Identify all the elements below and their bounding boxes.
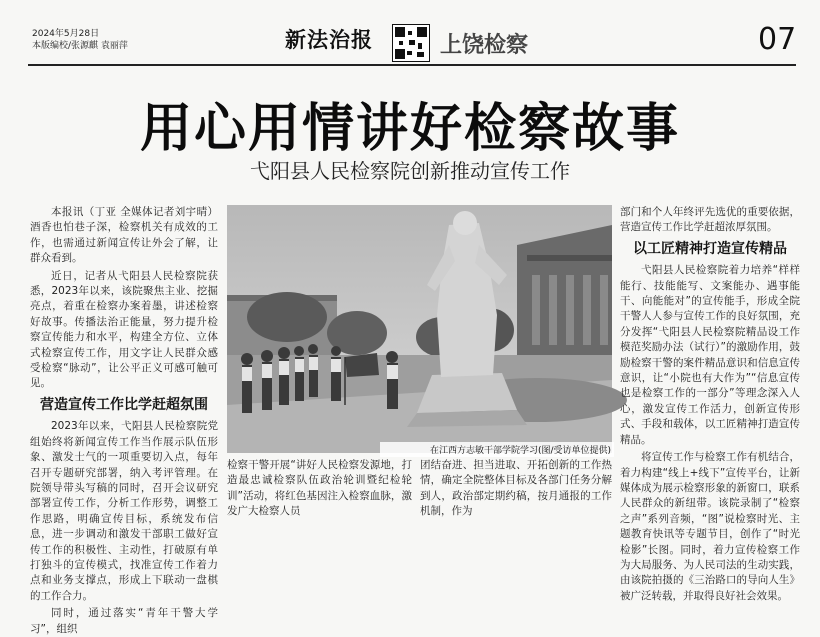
newspaper-name: 新法治报 xyxy=(285,27,373,52)
body-paragraph: 检察干警开展“讲好人民检察发源地，打造最忠诚检察队伍政治轮训暨纪检轮训”活动，将红色基因注入检察血脉，激发广大检察人员 xyxy=(227,459,412,518)
intro-paragraph-2: 近日，记者从弋阳县人民检察院获悉，2023年以来，该院聚焦主业、挖掘亮点，着重在检察办案着墨，讲述检察好故事。传播法治正能量，努力提升检察宣传能力和水平，构建全方位、立体式检察宣传工作，用文字让人民群众感受检察“脉动”，让公平正义可感可触可见。 xyxy=(30,269,218,390)
column-right xyxy=(620,205,800,602)
body-paragraph: 弋阳县人民检察院着力培养“样样能行、技能能写、文案能办、遇事能干、向能能对”的宣传能手，形成全院干警人人参与宣传工作的良好氛围，充分发挥“弋阳县人民检察院精品设工作模范奖励办法（试行）”的激励作用，鼓励检察干警的案件精品意识和信息宣传意识，让“小院也有大作为”“信息宣传也是检察工作的一部分”等理念深入人心，激发宣传工作活力，创新宣传形式、手段和载体，以工匠精神打造宣传精品。 xyxy=(620,264,800,446)
column-left xyxy=(30,205,218,635)
qr-code-icon xyxy=(392,24,430,62)
photo-caption: 在江西方志敏干部学院学习(图/受访单位提供) xyxy=(380,442,614,457)
editor-credit: 本版编校/张源麒 袁丽萍 xyxy=(32,41,128,51)
news-photo xyxy=(227,205,612,453)
statue-photo-illustration xyxy=(227,205,612,453)
column-middle-left xyxy=(227,458,412,523)
page-number: 07 xyxy=(758,22,797,57)
section-heading-2: 以工匠精神打造宣传精品 xyxy=(633,240,787,257)
body-paragraph: 2023年以来，弋阳县人民检察院党组始终将新闻宣传工作当作展示队伍形象、激发士气的一项重要切入点，每年召开专题研究部署，纳入考评管理。在院领导带头写稿的同时，召开会议研究部署宣传工作，分析工作形势，调整工作思路，明确宣传目标，系统发布信息，进一步调动和激发干部职工做好宣传工作的积极性、主动性，打破原有单打独斗的宣传模式，找准宣传工作着力点和业务支撑点，形成上下联动一盘棋的工作合力。 xyxy=(30,420,218,602)
headline: 用心用情讲好检察故事 xyxy=(139,99,680,159)
body-paragraph: 将宣传工作与检察工作有机结合，着力构建“线上+线下”宣传平台，让新媒体成为展示检察形象的新窗口，联系人民群众的新纽带。该院录制了“检察之声”系列音频，“图”说检察时光、主题教育快讯等专题节目，创作了“时光检影”长图。同时，着力宣传检察工作为大局服务、为人民司法的生动实践，由该院拍摄的《三治路口的导向人生》被广泛转载，并取得良好社会效果。 xyxy=(620,451,800,602)
section-label: 上饶检察 xyxy=(440,33,529,58)
column-middle-right xyxy=(420,458,612,523)
body-paragraph: 部门和个人年终评先选优的重要依据，营造宣传工作比学赶超浓厚氛围。 xyxy=(620,206,800,234)
issue-date: 2024年5月28日 xyxy=(32,29,100,39)
section-heading-1: 营造宣传工作比学赶超氛围 xyxy=(40,396,208,413)
header-rule xyxy=(28,64,796,66)
masthead xyxy=(0,0,820,66)
body-paragraph: 同时，通过落实“青年干警大学习”，组织 xyxy=(30,607,218,635)
intro-paragraph: 本报讯（丁亚 全媒体记者刘宇晴）酒香也怕巷子深，检察机关有成效的工作，也需通过新闻宣传让外会了解，让群众看到。 xyxy=(30,206,218,265)
body-paragraph: 团结奋进、担当进取、开拓创新的工作热情，确定全院整体目标及各部门任务分解到人，政治部定期约稿，按月通报的工作机制，作为 xyxy=(420,459,612,518)
masthead-meta xyxy=(32,28,128,52)
subheadline: 弋阳县人民检察院创新推动宣传工作 xyxy=(250,159,570,183)
